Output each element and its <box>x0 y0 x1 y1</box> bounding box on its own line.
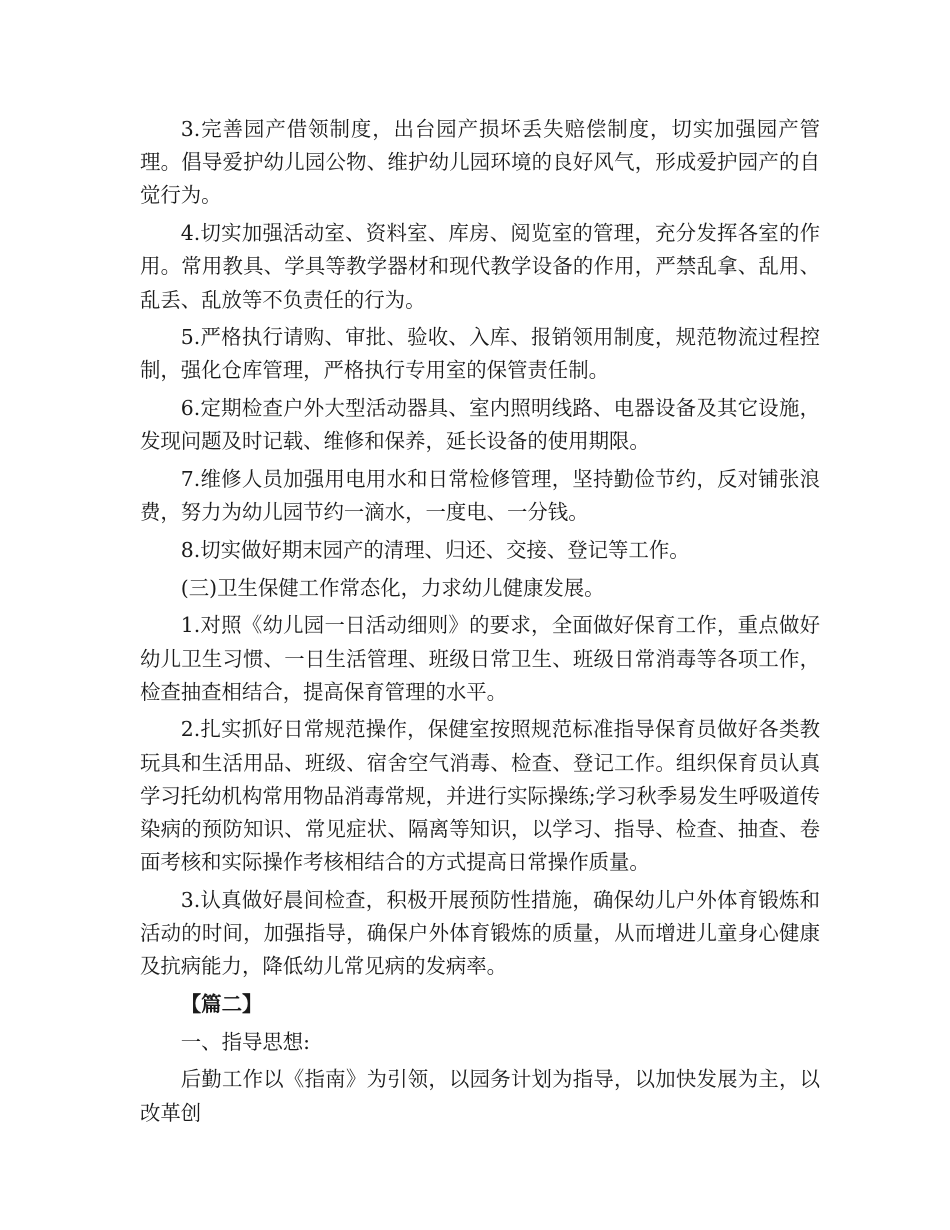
paragraph-item-8-term-end: 8.切实做好期末园产的清理、归还、交接、登记等工作。 <box>180 537 690 562</box>
paragraph-item-6-inspection: 6.定期检查户外大型活动器具、室内照明线路、电器设备及其它设施，发现问题及时记载、维修和保养，延长设备的使用期限。 <box>140 396 820 454</box>
paragraph-item-5-procurement: 5.严格执行请购、审批、验收、入库、报销领用制度，规范物流过程控制，强化仓库管理，严格执行专用室的保管责任制。 <box>140 325 820 383</box>
paragraph-health-2: 2.扎实抓好日常规范操作，保健室按照规范标准指导保育员做好各类教玩具和生活用品、班级、宿舍空气消毒、检查、登记工作。组织保育员认真学习托幼机构常用物品消毒常规，并进行实际操练;学习秋季易发生呼吸道传染病的预防知识、常见症状、隔离等知识，以学习、指导、检查、抽查、卷面考核和实际操作考核相结合的方式提高日常操作质量。 <box>140 717 820 875</box>
section-heading-health: (三)卫生保健工作常态化，力求幼儿健康发展。 <box>180 575 605 600</box>
part-two-heading: 【篇二】 <box>180 992 263 1017</box>
paragraph-guiding-ideology: 后勤工作以《指南》为引领，以园务计划为指导，以加快发展为主，以改革创 <box>140 1067 820 1125</box>
document-body <box>140 113 820 1134</box>
section-heading-guiding-ideology: 一、指导思想: <box>180 1029 311 1054</box>
paragraph-item-7-maintenance: 7.维修人员加强用电用水和日常检修管理，坚持勤俭节约，反对铺张浪费，努力为幼儿园节约一滴水，一度电、一分钱。 <box>140 467 820 525</box>
paragraph-item-3-assets: 3.完善园产借领制度，出台园产损坏丢失赔偿制度，切实加强园产管理。倡导爱护幼儿园公物、维护幼儿园环境的良好风气，形成爱护园产的自觉行为。 <box>140 117 820 208</box>
paragraph-health-3: 3.认真做好晨间检查，积极开展预防性措施，确保幼儿户外体育锻炼和活动的时间，加强指导，确保户外体育锻炼的质量，从而增进儿童身心健康及抗病能力，降低幼儿常见病的发病率。 <box>140 887 820 979</box>
paragraph-health-1: 1.对照《幼儿园一日活动细则》的要求，全面做好保育工作，重点做好幼儿卫生习惯、一日生活管理、班级日常卫生、班级日常消毒等各项工作，检查抽查相结合，提高保育管理的水平。 <box>140 613 820 704</box>
paragraph-item-4-rooms: 4.切实加强活动室、资料室、库房、阅览室的管理，充分发挥各室的作用。常用教具、学具等教学器材和现代教学设备的作用，严禁乱拿、乱用、乱丢、乱放等不负责任的行为。 <box>140 221 820 312</box>
